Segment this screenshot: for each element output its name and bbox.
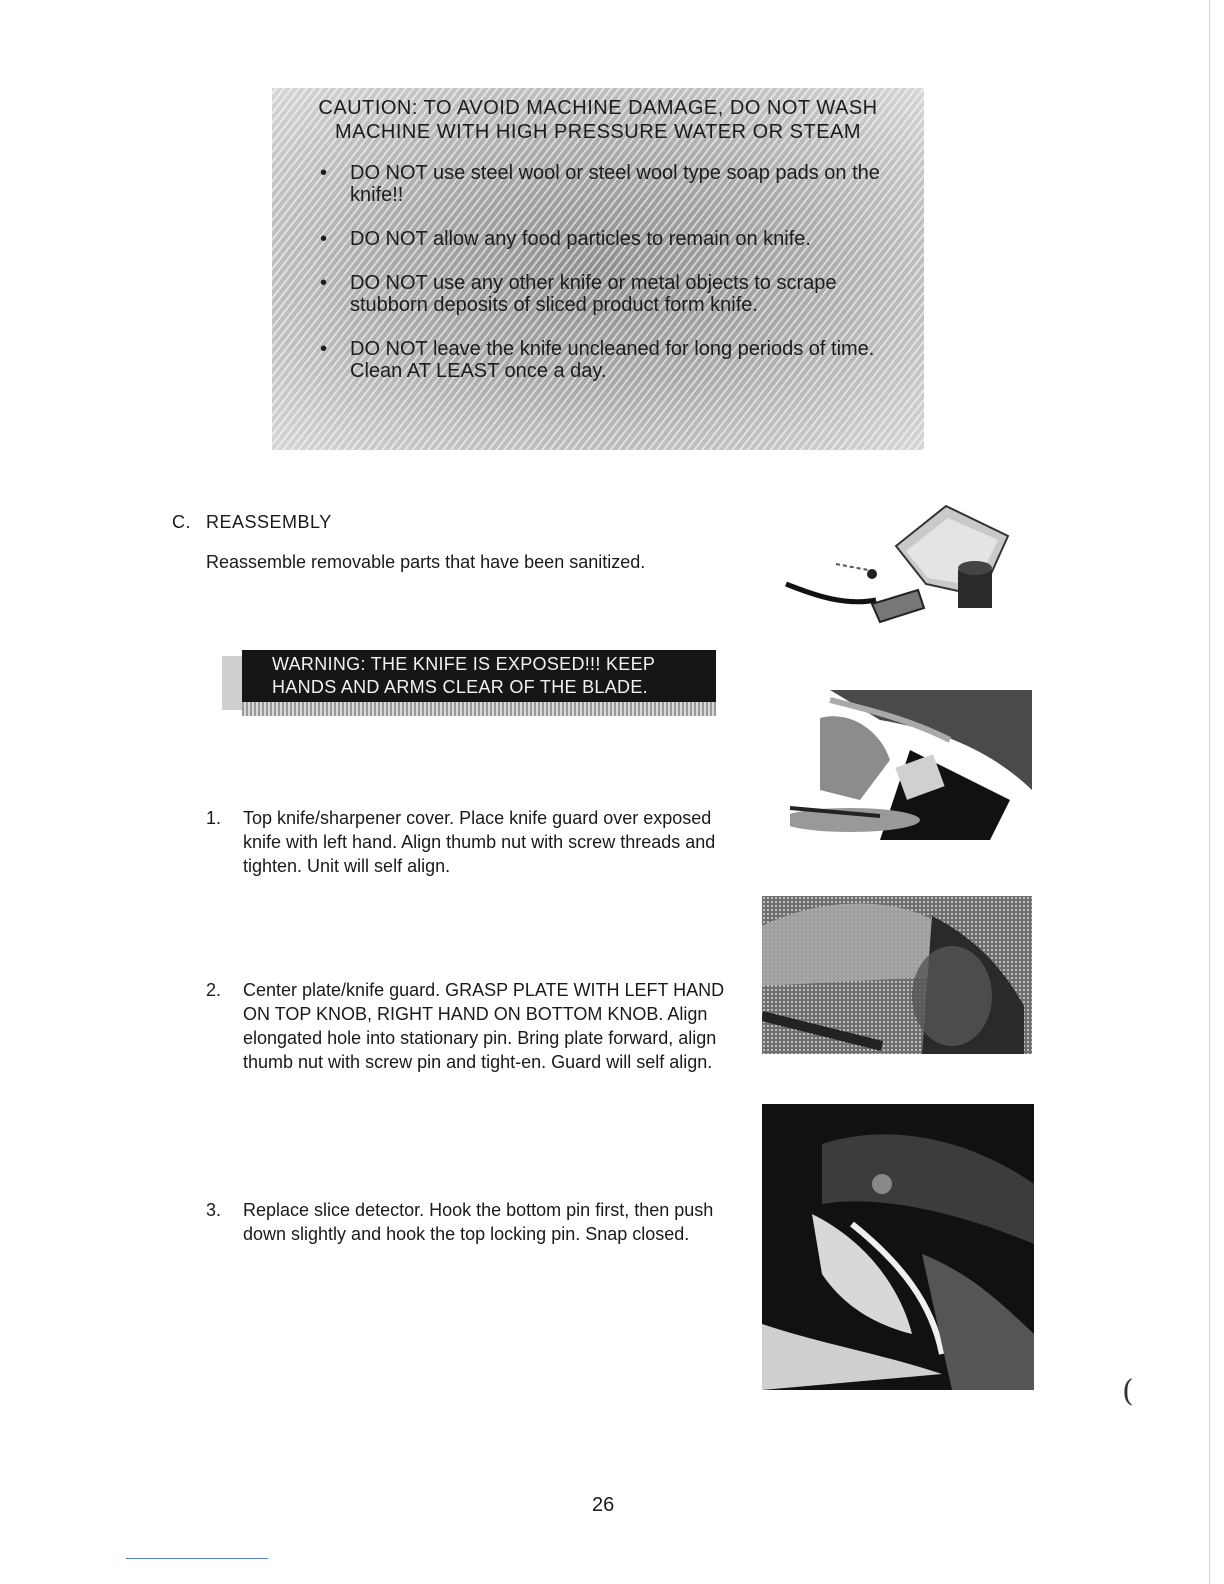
photo-step-2	[762, 896, 1032, 1054]
bullet-icon: •	[320, 272, 328, 294]
photo-step-3	[762, 1104, 1034, 1390]
photo-removable-parts-image	[776, 496, 1016, 632]
section-letter: C.	[172, 512, 191, 532]
step-3	[206, 1198, 730, 1246]
footer-rule	[126, 1558, 268, 1559]
caution-heading	[286, 96, 910, 144]
caution-item-text: DO NOT use steel wool or steel wool type soap pads on the knife!!	[350, 162, 880, 206]
step-number: 1.	[206, 808, 222, 828]
step-number: 2.	[206, 980, 222, 1000]
step-number: 3.	[206, 1200, 222, 1220]
photo-removable-parts	[776, 496, 1016, 632]
margin-mark: (	[1122, 1374, 1134, 1409]
section-heading	[172, 512, 332, 533]
page-number: 26	[592, 1494, 615, 1516]
photo-step-1	[790, 690, 1032, 842]
caution-item	[286, 272, 910, 316]
step-1	[206, 806, 730, 878]
caution-item-text: DO NOT use any other knife or metal objects to scrape stubborn deposits of sliced product form knife.	[350, 272, 837, 316]
caution-item	[286, 338, 910, 382]
step-text: Replace slice detector. Hook the bottom pin first, then push down slightly and hook the top locking pin. Snap closed.	[243, 1200, 714, 1244]
bullet-icon: •	[320, 162, 328, 184]
caution-heading-line-1: CAUTION: TO AVOID MACHINE DAMAGE, DO NOT WASH	[318, 97, 878, 119]
step-text: Top knife/sharpener cover. Place knife guard over exposed knife with left hand. Align thumb nut with screw threads and tighten. Unit will self align.	[243, 808, 716, 876]
warning-banner	[242, 650, 716, 716]
caution-item-text: DO NOT leave the knife uncleaned for long periods of time. Clean AT LEAST once a day.	[350, 338, 875, 382]
warning-line-1: WARNING: THE KNIFE IS EXPOSED!!! KEEP	[272, 654, 656, 674]
bullet-icon: •	[320, 338, 328, 360]
caution-item-text: DO NOT allow any food particles to remain on knife.	[350, 228, 811, 250]
warning-line-2: HANDS AND ARMS CLEAR OF THE BLADE.	[272, 677, 648, 697]
step-text: Center plate/knife guard. GRASP PLATE WITH LEFT HAND ON TOP KNOB, RIGHT HAND ON BOTTOM KNOB. Align elongated hole into stationary pin. Bring plate forward, align thumb nut with screw pin and tight-en. Guard will self align.	[243, 980, 725, 1072]
photo-step-2-image	[762, 896, 1032, 1054]
caution-list	[286, 162, 910, 382]
photo-step-3-image	[762, 1104, 1034, 1390]
caution-item	[286, 162, 910, 206]
step-2	[206, 978, 730, 1074]
section-intro: Reassemble removable parts that have been sanitized.	[206, 552, 646, 572]
photo-step-1-image	[790, 690, 1032, 842]
page-edge	[1209, 0, 1210, 1584]
bullet-icon: •	[320, 228, 328, 250]
caution-box	[272, 88, 924, 450]
section-title: REASSEMBLY	[206, 512, 332, 532]
caution-item	[286, 228, 910, 250]
caution-heading-line-2: MACHINE WITH HIGH PRESSURE WATER OR STEAM	[334, 121, 862, 143]
